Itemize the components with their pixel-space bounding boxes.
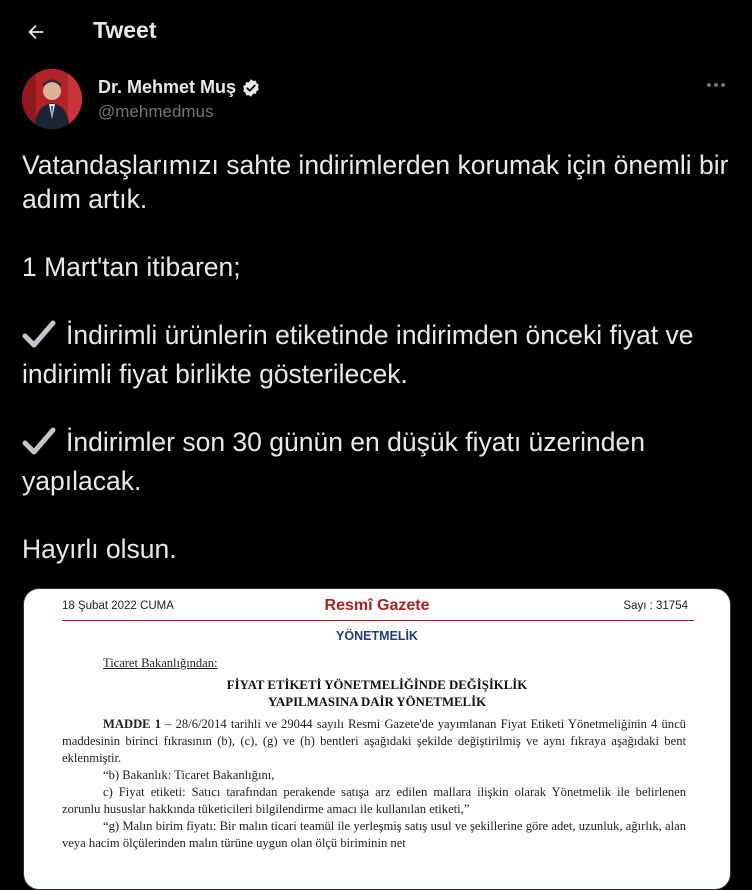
- tweet-list-item-text: İndirimler son 30 günün en düşük fiyatı üzerinden yapılacak.: [22, 427, 645, 496]
- document-body: [62, 716, 686, 852]
- document-issue-number: Sayı : 31754: [623, 600, 688, 612]
- document-paragraph: “g) Malın birim fiyatı: Bir malın ticari teamül ile yerleşmiş satış usul ve şekillerine göre adet, uzunluk, ağırlık, alan veya hacim ölçülerinden malın türüne uygun olan ölçü biriminin net: [62, 819, 686, 850]
- document-paragraph: c) Fiyat etiketi: Satıcı tarafından perakende satışa arz edilen mallara ilişkin olarak Yönetmelik ile belirlenen zorunlu hususlar hakkında tüketicileri bilgilendirme amacı ile kullanılan etiketi,”: [62, 785, 686, 816]
- check-mark-icon: [22, 319, 56, 357]
- tweet-list-item: [22, 318, 737, 391]
- document-ministry: Ticaret Bakanlığından:: [103, 656, 218, 670]
- document-title: [24, 677, 730, 711]
- arrow-left-icon: [25, 21, 47, 43]
- gazette-document: [24, 589, 730, 889]
- verified-badge-icon: [241, 78, 261, 98]
- document-date: 18 Şubat 2022 CUMA: [62, 600, 174, 612]
- back-button[interactable]: [20, 16, 52, 48]
- document-title-line: YAPILMASINA DAİR YÖNETMELİK: [267, 695, 487, 709]
- check-mark-icon: [22, 426, 56, 464]
- article-text: – 28/6/2014 tarihli ve 29044 sayılı Resmi Gazete'de yayımlanan Fiyat Etiketi Yönetmeliğinin 4 üncü maddesinin birinci fıkrasının (b), (c), (g) ve (h) bentleri aşağıdaki şekilde değiştirilmiş ve aynı fıkraya aşağıdaki bent eklenmiştir.: [62, 717, 686, 765]
- document-paragraph: [62, 716, 686, 767]
- author-name[interactable]: [98, 77, 261, 98]
- tweet-text: [22, 148, 737, 566]
- article-label: MADDE 1: [103, 717, 162, 731]
- page-title: Tweet: [93, 17, 157, 43]
- document-masthead: Resmî Gazete: [324, 597, 430, 614]
- top-bar: [0, 0, 752, 64]
- tweet-media-image[interactable]: [23, 588, 731, 890]
- avatar[interactable]: [22, 69, 82, 129]
- tweet-list-item-text: İndirimli ürünlerin etiketinde indirimden önceki fiyat ve indirimli fiyat birlikte gösterilecek.: [22, 320, 694, 389]
- tweet-author: [22, 69, 732, 131]
- author-name-text: Dr. Mehmet Muş: [98, 77, 237, 97]
- document-title-line: FİYAT ETİKETİ YÖNETMELİĞİNDE DEĞİŞİKLİK: [226, 678, 528, 692]
- more-options-button[interactable]: [700, 75, 732, 95]
- tweet-paragraph: Vatandaşlarımızı sahte indirimlerden korumak için önemli bir adım artık.: [22, 150, 729, 214]
- more-horizontal-icon: [706, 82, 726, 88]
- document-section: YÖNETMELİK: [336, 629, 418, 643]
- tweet-paragraph: 1 Mart'tan itibaren;: [22, 252, 241, 282]
- document-paragraph: “b) Bakanlık: Ticaret Bakanlığını,: [103, 768, 275, 782]
- author-handle[interactable]: @mehmedmus: [98, 102, 214, 121]
- tweet-paragraph: Hayırlı olsun.: [22, 534, 177, 564]
- tweet-list-item: [22, 425, 737, 498]
- masthead-divider: [62, 620, 694, 621]
